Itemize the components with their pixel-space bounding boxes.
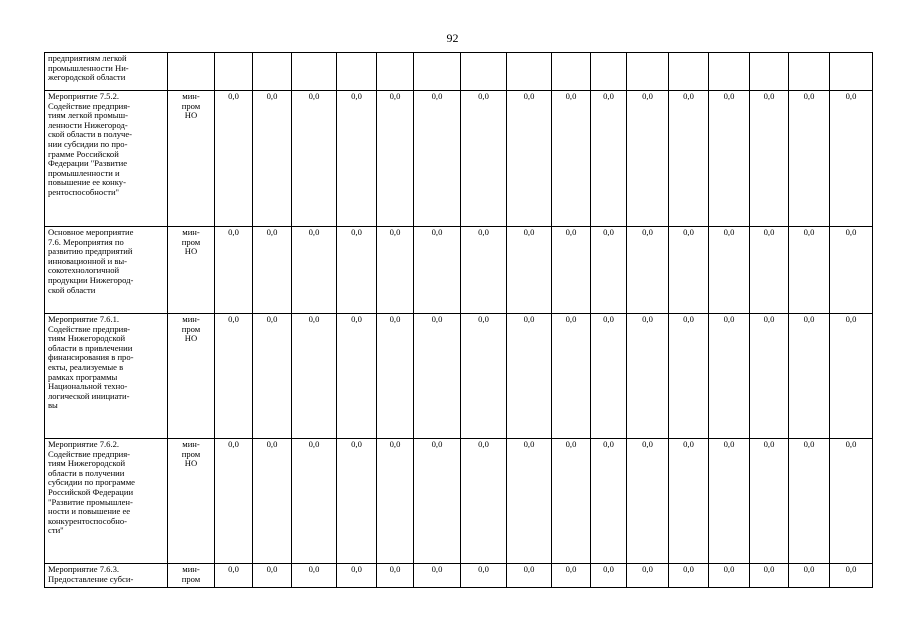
funding-value-cell: 0,0: [789, 439, 830, 564]
executor-cell: [168, 53, 215, 91]
executor-cell: мин- пром НО: [168, 91, 215, 227]
funding-value-cell: 0,0: [461, 314, 507, 439]
funding-value-cell: [292, 53, 337, 91]
funding-value-cell: 0,0: [337, 314, 377, 439]
funding-value-cell: 0,0: [337, 564, 377, 588]
funding-value-cell: 0,0: [750, 91, 789, 227]
event-description: Мероприятие 7.6.1. Содействие предприя- тиям Нижегородской области в привлечении финансирования в про- екты, реализуемые в рамках программы Национальной техно- логической инициати- вы: [45, 314, 168, 439]
funding-value-cell: 0,0: [377, 91, 414, 227]
funding-value-cell: 0,0: [414, 314, 461, 439]
funding-value-cell: [552, 53, 591, 91]
table-row: [45, 53, 873, 91]
funding-value-cell: 0,0: [377, 439, 414, 564]
funding-value-cell: 0,0: [789, 91, 830, 227]
funding-value-cell: 0,0: [377, 227, 414, 314]
funding-value-cell: [507, 53, 552, 91]
funding-value-cell: 0,0: [591, 564, 627, 588]
table-row: [45, 227, 873, 314]
funding-value-cell: 0,0: [215, 314, 253, 439]
funding-value-cell: 0,0: [253, 564, 292, 588]
funding-value-cell: 0,0: [507, 314, 552, 439]
event-description: предприятиям легкой промышленности Ни- жегородской области: [45, 53, 168, 91]
funding-value-cell: [627, 53, 669, 91]
funding-value-cell: 0,0: [552, 91, 591, 227]
funding-value-cell: 0,0: [507, 227, 552, 314]
funding-value-cell: [830, 53, 873, 91]
funding-value-cell: 0,0: [750, 564, 789, 588]
funding-value-cell: 0,0: [830, 227, 873, 314]
event-description: Основное мероприятие 7.6. Мероприятия по развитию предприятий инновационной и вы- сокотехнологичной продукции Нижегород- ской области: [45, 227, 168, 314]
funding-value-cell: 0,0: [750, 227, 789, 314]
funding-value-cell: 0,0: [789, 227, 830, 314]
event-description: Мероприятие 7.6.2. Содействие предприя- тиям Нижегородской области в получении субсидии по программе Российской Федерации "Развитие промышлен- ности и повышение ее конкурентоспособно- сти": [45, 439, 168, 564]
funding-value-cell: 0,0: [292, 439, 337, 564]
funding-value-cell: [789, 53, 830, 91]
program-table: [44, 52, 873, 588]
funding-value-cell: 0,0: [591, 91, 627, 227]
funding-value-cell: 0,0: [292, 314, 337, 439]
funding-value-cell: 0,0: [709, 227, 750, 314]
funding-value-cell: [461, 53, 507, 91]
funding-value-cell: 0,0: [591, 227, 627, 314]
funding-value-cell: [591, 53, 627, 91]
funding-value-cell: 0,0: [337, 91, 377, 227]
funding-value-cell: 0,0: [709, 314, 750, 439]
event-description: Мероприятие 7.5.2. Содействие предприя- тиям легкой промыш- ленности Нижегород- ской области в получе- нии субсидии по про- грамме Российской Федерации "Развитие промышленности и повышение ее конку- рентоспособности": [45, 91, 168, 227]
funding-value-cell: 0,0: [377, 314, 414, 439]
executor-cell: мин- пром НО: [168, 439, 215, 564]
funding-value-cell: 0,0: [709, 91, 750, 227]
event-description: Мероприятие 7.6.3. Предоставление субси-: [45, 564, 168, 588]
executor-cell: мин- пром НО: [168, 314, 215, 439]
table-row: [45, 439, 873, 564]
funding-value-cell: 0,0: [750, 314, 789, 439]
table-row: [45, 314, 873, 439]
funding-value-cell: 0,0: [669, 314, 709, 439]
funding-value-cell: 0,0: [253, 227, 292, 314]
funding-value-cell: 0,0: [461, 564, 507, 588]
funding-value-cell: 0,0: [507, 91, 552, 227]
funding-value-cell: 0,0: [709, 439, 750, 564]
executor-cell: мин- пром: [168, 564, 215, 588]
funding-value-cell: 0,0: [461, 227, 507, 314]
funding-value-cell: [337, 53, 377, 91]
table-row: [45, 564, 873, 588]
funding-value-cell: 0,0: [789, 564, 830, 588]
funding-value-cell: 0,0: [627, 91, 669, 227]
funding-value-cell: 0,0: [830, 439, 873, 564]
funding-value-cell: 0,0: [591, 439, 627, 564]
funding-value-cell: [414, 53, 461, 91]
funding-value-cell: 0,0: [830, 564, 873, 588]
funding-value-cell: 0,0: [507, 564, 552, 588]
funding-value-cell: 0,0: [253, 439, 292, 564]
funding-value-cell: 0,0: [669, 439, 709, 564]
funding-value-cell: 0,0: [337, 439, 377, 564]
funding-value-cell: 0,0: [627, 227, 669, 314]
funding-value-cell: 0,0: [669, 564, 709, 588]
funding-value-cell: 0,0: [552, 314, 591, 439]
funding-value-cell: 0,0: [377, 564, 414, 588]
funding-value-cell: [669, 53, 709, 91]
funding-value-cell: 0,0: [253, 91, 292, 227]
funding-value-cell: [215, 53, 253, 91]
funding-value-cell: 0,0: [215, 91, 253, 227]
funding-value-cell: 0,0: [669, 91, 709, 227]
funding-value-cell: 0,0: [750, 439, 789, 564]
funding-value-cell: 0,0: [830, 91, 873, 227]
funding-value-cell: 0,0: [337, 227, 377, 314]
funding-value-cell: 0,0: [507, 439, 552, 564]
funding-value-cell: [377, 53, 414, 91]
funding-value-cell: 0,0: [414, 439, 461, 564]
funding-value-cell: 0,0: [292, 564, 337, 588]
funding-value-cell: 0,0: [414, 91, 461, 227]
funding-value-cell: [253, 53, 292, 91]
funding-value-cell: 0,0: [292, 227, 337, 314]
funding-value-cell: 0,0: [552, 439, 591, 564]
funding-value-cell: 0,0: [215, 564, 253, 588]
funding-value-cell: 0,0: [461, 91, 507, 227]
funding-value-cell: 0,0: [627, 564, 669, 588]
table-row: [45, 91, 873, 227]
funding-value-cell: 0,0: [789, 314, 830, 439]
funding-value-cell: [750, 53, 789, 91]
funding-value-cell: 0,0: [253, 314, 292, 439]
funding-value-cell: 0,0: [292, 91, 337, 227]
funding-value-cell: 0,0: [552, 564, 591, 588]
funding-value-cell: 0,0: [709, 564, 750, 588]
funding-value-cell: 0,0: [669, 227, 709, 314]
page-number: 92: [446, 31, 459, 45]
funding-value-cell: [709, 53, 750, 91]
funding-value-cell: 0,0: [591, 314, 627, 439]
funding-value-cell: 0,0: [552, 227, 591, 314]
executor-cell: мин- пром НО: [168, 227, 215, 314]
funding-value-cell: 0,0: [414, 564, 461, 588]
funding-value-cell: 0,0: [215, 439, 253, 564]
funding-value-cell: 0,0: [627, 439, 669, 564]
funding-value-cell: 0,0: [461, 439, 507, 564]
funding-value-cell: 0,0: [627, 314, 669, 439]
funding-value-cell: 0,0: [414, 227, 461, 314]
funding-value-cell: 0,0: [215, 227, 253, 314]
funding-value-cell: 0,0: [830, 314, 873, 439]
